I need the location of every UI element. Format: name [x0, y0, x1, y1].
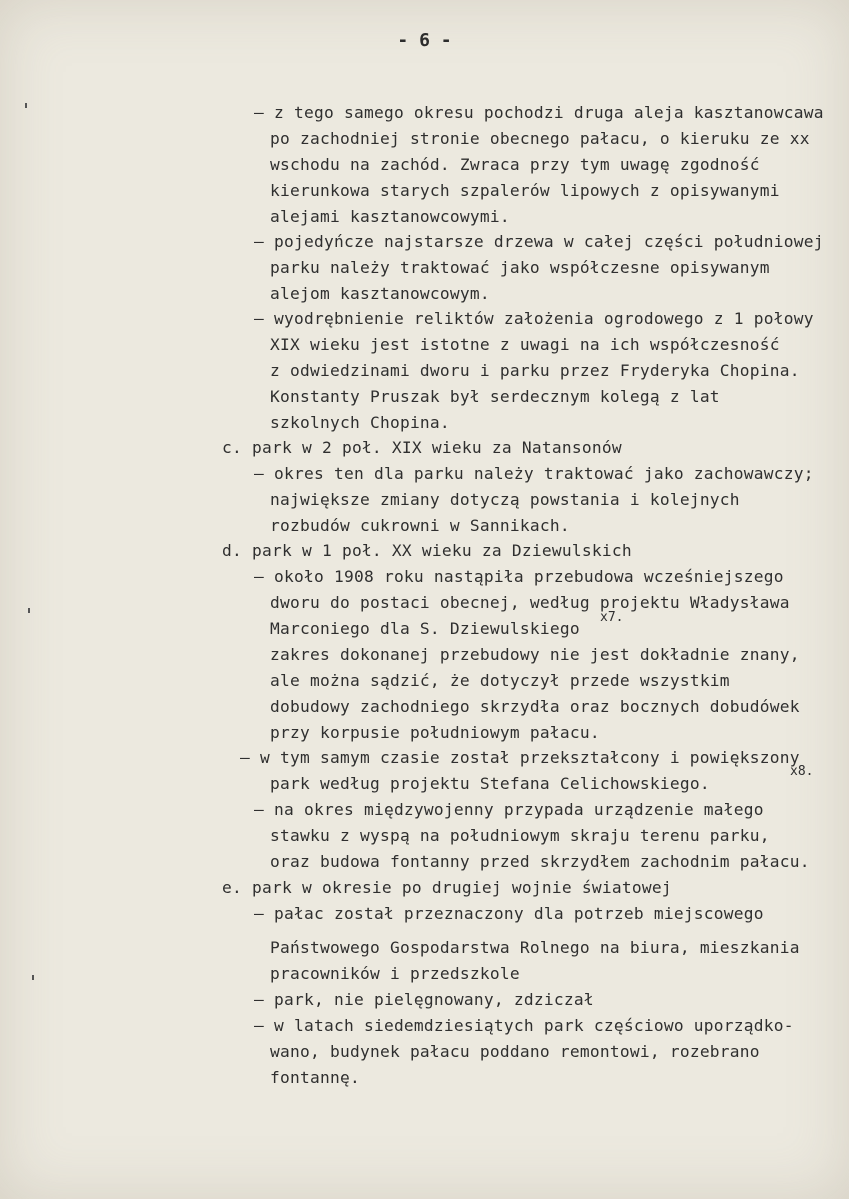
footnote-mark: x7. — [600, 610, 624, 625]
text-line: XIX wieku jest istotne z uwagi na ich współczesność — [270, 335, 780, 354]
text-line: wano, budynek pałacu poddano remontowi, rozebrano — [270, 1042, 760, 1061]
text-line: oraz budowa fontanny przed skrzydłem zachodnim pałacu. — [270, 852, 810, 871]
text-line: rozbudów cukrowni w Sannikach. — [270, 516, 570, 535]
text-line: d. park w 1 poł. XX wieku za Dziewulskich — [222, 541, 632, 560]
text-line: szkolnych Chopina. — [270, 413, 450, 432]
text-line: ale można sądzić, że dotyczył przede wszystkim — [270, 671, 730, 690]
text-line: – na okres międzywojenny przypada urządzenie małego — [254, 800, 764, 819]
text-line: – około 1908 roku nastąpiła przebudowa wcześniejszego — [254, 567, 784, 586]
text-line: park według projektu Stefana Celichowskiego. — [270, 774, 710, 793]
text-line: – w latach siedemdziesiątych park częściowo uporządko- — [254, 1016, 794, 1035]
text-line: zakres dokonanej przebudowy nie jest dokładnie znany, — [270, 645, 800, 664]
margin-mark — [28, 608, 30, 613]
text-line: – w tym samym czasie został przekształcony i powiększony — [240, 748, 800, 767]
text-line: największe zmiany dotyczą powstania i kolejnych — [270, 490, 740, 509]
text-line: dworu do postaci obecnej, według projektu Władysława — [270, 593, 790, 612]
text-line: – park, nie pielęgnowany, zdziczał — [254, 990, 594, 1009]
text-line: alejami kasztanowcowymi. — [270, 207, 510, 226]
text-line: fontannę. — [270, 1068, 360, 1087]
text-line: – z tego samego okresu pochodzi druga aleja kasztanowcawa — [254, 103, 824, 122]
text-line: parku należy traktować jako współczesne opisywanym — [270, 258, 770, 277]
text-line: wschodu na zachód. Zwraca przy tym uwagę zgodność — [270, 155, 760, 174]
text-line: przy korpusie południowym pałacu. — [270, 723, 600, 742]
margin-mark — [32, 975, 34, 980]
text-line: Państwowego Gospodarstwa Rolnego na biura, mieszkania — [270, 938, 800, 957]
text-line: po zachodniej stronie obecnego pałacu, o kieruku ze xx — [270, 129, 810, 148]
text-line: dobudowy zachodniego skrzydła oraz bocznych dobudówek — [270, 697, 800, 716]
footnote-mark: x8. — [790, 764, 814, 779]
page-number: - 6 - — [397, 30, 452, 51]
text-line: – wyodrębnienie reliktów założenia ogrodowego z 1 połowy — [254, 309, 814, 328]
text-line: pracowników i przedszkole — [270, 964, 520, 983]
text-line: – pojedyńcze najstarsze drzewa w całej części południowej — [254, 232, 824, 251]
text-line: Konstanty Pruszak był serdecznym kolegą z lat — [270, 387, 720, 406]
text-line: e. park w okresie po drugiej wojnie światowej — [222, 878, 672, 897]
text-line: c. park w 2 poł. XIX wieku za Natansonów — [222, 438, 622, 457]
text-line: z odwiedzinami dworu i parku przez Fryderyka Chopina. — [270, 361, 800, 380]
text-line: Marconiego dla S. Dziewulskiego — [270, 619, 580, 638]
margin-mark — [25, 103, 27, 108]
text-line: kierunkowa starych szpalerów lipowych z opisywanymi — [270, 181, 780, 200]
text-line: – pałac został przeznaczony dla potrzeb miejscowego — [254, 904, 764, 923]
text-line: alejom kasztanowcowym. — [270, 284, 490, 303]
text-line: – okres ten dla parku należy traktować jako zachowawczy; — [254, 464, 814, 483]
text-line: stawku z wyspą na południowym skraju terenu parku, — [270, 826, 770, 845]
